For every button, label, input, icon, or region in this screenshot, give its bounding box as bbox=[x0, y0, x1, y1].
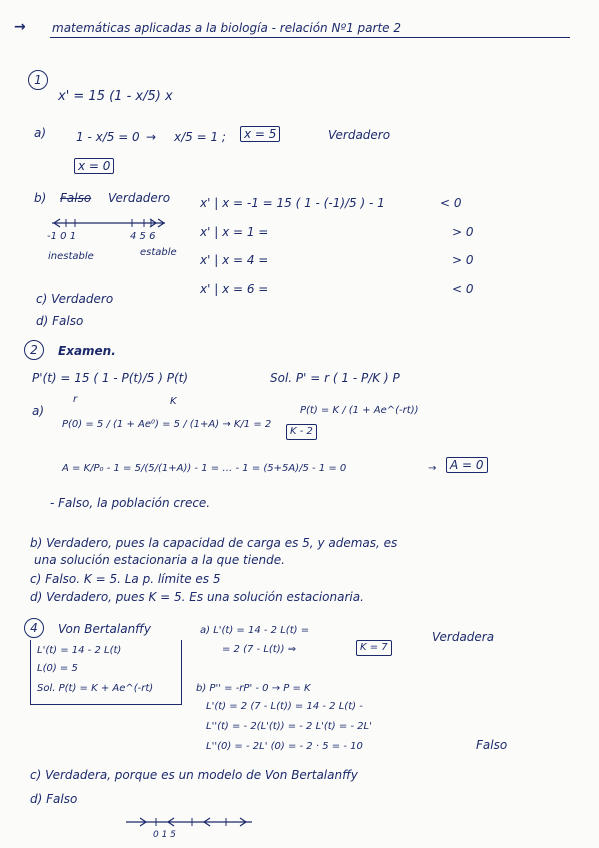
p4-title: Von Bertalanffy bbox=[58, 622, 151, 636]
p1-b-row1-sign: < 0 bbox=[440, 196, 462, 210]
p2-arrow: → bbox=[428, 463, 437, 474]
p1-inestable: inestable bbox=[48, 251, 94, 262]
problem-2-number: 2 bbox=[24, 340, 44, 360]
p4-b-line1: b) P'' = -rP' - 0 → P = K bbox=[196, 683, 311, 694]
p4-eq1: L'(t) = 14 - 2 L(t) bbox=[37, 645, 122, 656]
p4-a-line2: = 2 (7 - L(t)) ⇒ bbox=[222, 644, 297, 655]
p1-equation: x' = 15 (1 - x/5) x bbox=[58, 89, 173, 104]
p1-a-eq2: x/5 = 1 ; bbox=[174, 130, 226, 144]
p2-equation: P'(t) = 15 ( 1 - P(t)/5 ) P(t) bbox=[32, 371, 189, 385]
p2-falso: - Falso, la población crece. bbox=[50, 496, 211, 510]
p1-estable: estable bbox=[140, 247, 177, 258]
p1-b-row1: x' | x = -1 = 15 ( 1 - (-1)/5 ) - 1 bbox=[200, 196, 385, 210]
p1-b-answer: Verdadero bbox=[108, 191, 171, 205]
p1-a-eq1: 1 - x/5 = 0 bbox=[76, 130, 140, 144]
p2-A-box: A = 0 bbox=[446, 457, 488, 473]
p1-b-row4: x' | x = 6 = bbox=[200, 282, 269, 296]
p4-b-line4: L''(0) = - 2L' (0) = - 2 · 5 = - 10 bbox=[206, 741, 363, 752]
p4-b-line2: L'(t) = 2 (7 - L(t)) = 14 - 2 L(t) - bbox=[206, 701, 363, 712]
problem-4-number: 4 bbox=[24, 618, 44, 638]
p2-c: c) Falso. K = 5. La p. límite es 5 bbox=[30, 572, 221, 586]
p2-b-line1: b) Verdadero, pues la capacidad de carga es 5, y ademas, es bbox=[30, 536, 398, 550]
p2-A-eq: A = K/P₀ - 1 = 5/(5/(1+A)) - 1 = … - 1 = (5+5A)/5 - 1 = 0 bbox=[62, 463, 347, 474]
p4-b-result: Falso bbox=[476, 738, 508, 752]
p4-eq3: Sol. P(t) = K + Ae^(-rt) bbox=[37, 683, 154, 694]
p1-b-label: b) bbox=[34, 191, 47, 205]
header-title: matemáticas aplicadas a la biología - relación Nº1 parte 2 bbox=[52, 21, 401, 35]
p1-axis-right: 4 5 6 bbox=[130, 231, 156, 242]
p4-a-line1: a) L'(t) = 14 - 2 L(t) = bbox=[200, 625, 310, 636]
p4-eq2: L(0) = 5 bbox=[37, 663, 78, 674]
p4-c: c) Verdadera, porque es un modelo de Von Bertalanffy bbox=[30, 768, 358, 782]
p1-b-row3: x' | x = 4 = bbox=[200, 253, 269, 267]
p2-pt: P(t) = K / (1 + Ae^(-rt)) bbox=[300, 405, 419, 416]
p2-title: Examen. bbox=[58, 344, 116, 358]
p2-d: d) Verdadero, pues K = 5. Es una solución estacionaria. bbox=[30, 590, 364, 604]
p1-a-result: Verdadero bbox=[328, 128, 391, 142]
p1-a-box-x5: x = 5 bbox=[240, 126, 280, 142]
p1-axis-left: -1 0 1 bbox=[47, 231, 77, 242]
header-arrow: → bbox=[14, 19, 26, 35]
p2-sol: Sol. P' = r ( 1 - P/K ) P bbox=[270, 371, 400, 385]
p4-b-line3: L''(t) = - 2(L'(t)) = - 2 L'(t) = - 2L' bbox=[206, 721, 372, 732]
p4-a-box: K = 7 bbox=[356, 640, 392, 656]
p1-a-label: a) bbox=[34, 126, 47, 140]
p2-p0: P(0) = 5 / (1 + Ae⁰) = 5 / (1+A) → K/1 = 2 bbox=[62, 419, 272, 430]
problem-1-number: 1 bbox=[28, 70, 48, 90]
p1-b-row3-sign: > 0 bbox=[452, 253, 474, 267]
p1-b-row4-sign: < 0 bbox=[452, 282, 474, 296]
p4-d: d) Falso bbox=[30, 792, 78, 806]
p1-b-row2: x' | x = 1 = bbox=[200, 225, 269, 239]
p1-a-arrow: → bbox=[146, 130, 157, 144]
p4-a-result: Verdadera bbox=[432, 630, 495, 644]
p4-axis-labels: 0 1 5 bbox=[153, 830, 176, 840]
p1-d: d) Falso bbox=[36, 314, 84, 328]
p2-k-mark: K bbox=[170, 396, 177, 407]
p1-b-struck: Falso bbox=[60, 191, 92, 205]
p2-a-label: a) bbox=[32, 404, 45, 418]
p1-c: c) Verdadero bbox=[36, 292, 114, 306]
p1-b-row2-sign: > 0 bbox=[452, 225, 474, 239]
p2-b-line2: una solución estacionaria a la que tiende. bbox=[34, 553, 285, 567]
p2-k2: K - 2 bbox=[286, 424, 317, 440]
p1-a-box-x0: x = 0 bbox=[74, 158, 114, 174]
p2-r-mark: r bbox=[73, 394, 78, 405]
